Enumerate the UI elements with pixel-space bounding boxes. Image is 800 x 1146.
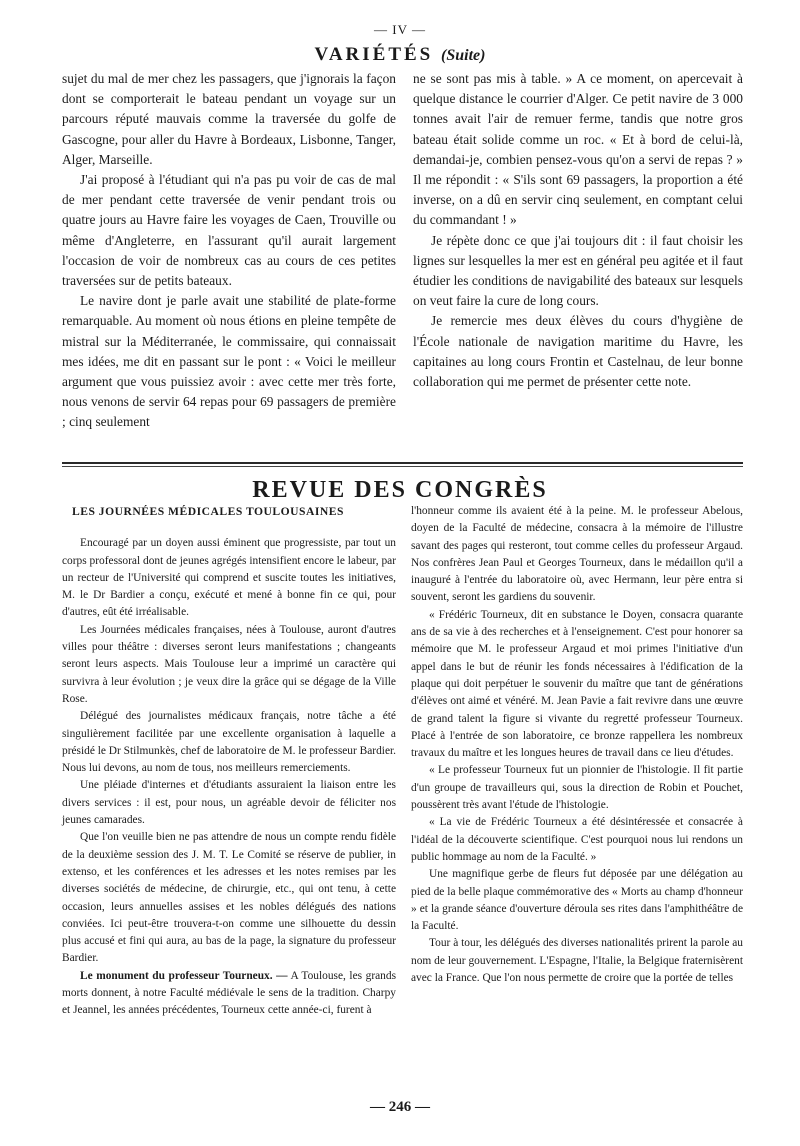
paragraph: Je remercie mes deux élèves du cours d'hygiène de l'École nationale de navigation maritime du Havre, les capitaines au long cours Frontin et Castelnau, de leur bonne collaboration qui me permet de présenter cette note. bbox=[413, 313, 743, 390]
paragraph: Le navire dont je parle avait une stabilité de plate-forme remarquable. Au moment où nous étions en pleine tempête de mistral sur la Méditerranée, le commissaire, qui connaissait mes idées, me dit en passant sur le pont : « Voici le meilleur argument que vous puissiez avoir : avec cette mer très forte, nous venons de servir 64 repas pour 69 passagers de première ; cinq seulement bbox=[62, 293, 396, 430]
paragraph: Une magnifique gerbe de fleurs fut déposée par une délégation au pied de la belle plaque commémorative des « Morts au champ d'honneur » et la grande séance d'ouverture déroula ses rites dans l'amphithéâtre de la Faculté. bbox=[411, 868, 743, 933]
varietes-right-column bbox=[413, 69, 743, 392]
paragraph-monument bbox=[62, 968, 396, 1020]
paragraph: sujet du mal de mer chez les passagers, que j'ignorais la façon dont se comporterait le bateau pendant un voyage sur un parcours réputé mauvais comme la traversée du golfe de Gascogne, pour aller du Havre à Bordeaux, Lisbonne, Tanger, Alger, Marseille. bbox=[62, 71, 396, 167]
paragraph: Les Journées médicales françaises, nées à Toulouse, auront d'autres villes pour théâtre : diverses seront leurs manifestations ; changeants seront leurs aspects. Mais Toulouse leur a imprimé un caractère qui survivra à leur évolution ; je veux dire la grâce qui se dégage de la Ville Rose. bbox=[62, 623, 396, 705]
section-divider-thin bbox=[62, 466, 743, 467]
paragraph: Tour à tour, les délégués des diverses nationalités prirent la parole au nom de leur gouvernement. L'Espagne, l'Italie, la Belgique fraternisèrent avec la France. Que l'on nous permette de croire que la portée de telles bbox=[411, 937, 743, 985]
paragraph: J'ai proposé à l'étudiant qui n'a pas pu voir de cas de mal de mer pendant cette traversée de venir pendant trois ou quatre jours au Havre faire les voyages de Caen, Trouville ou même d'Angleterre, en l'assurant qu'il aurait largement l'occasion de voir de nombreux cas au cours de ces petites traversées sur de petits bateaux. bbox=[62, 172, 396, 289]
paragraph: « Frédéric Tourneux, dit en substance le Doyen, consacra quarante ans de sa vie à des recherches et à l'enseignement. C'est pour honorer sa mémoire que M. le professeur Argaud et moi primes l'initiative d'un appel dans le but de réunir les fonds nécessaires à l'édification de la plaque qui doit perpétuer le souvenir du maître que tant de générations d'élèves ont aimé et vénéré. M. Jean Pavie a fait revivre dans une œuvre de grand talent la figure si vivante du regretté professeur Tourneux. Placé à l'entrée de son laboratoire, ce bronze rappellera les nombreux travaux du maître et les longues heures de travail dans ce lieu d'études. bbox=[411, 608, 743, 760]
section-divider bbox=[62, 462, 743, 464]
paragraph: « La vie de Frédéric Tourneux a été désintéressée et consacrée à l'idéal de la découverte scientifique. C'est pourquoi nous lui rendons un public hommage au nom de la Faculté. » bbox=[411, 816, 743, 863]
article-subheading: LES JOURNÉES MÉDICALES TOULOUSAINES bbox=[72, 505, 344, 518]
congres-right-column bbox=[411, 503, 743, 987]
section-heading bbox=[0, 44, 800, 66]
paragraph: Une pléiade d'internes et d'étudiants assuraient la liaison entre les divers services : il est, pour nous, un agréable devoir de féliciter nos jeunes camarades. bbox=[62, 779, 396, 827]
paragraph: l'honneur comme ils avaient été à la peine. M. le professeur Abelous, doyen de la Faculté de médecine, consacra à la mémoire de l'illustre savant des pages qui resteront, tout comme celles du professeur Argaud. Nos confrères Jean Paul et Georges Tourneux, dans le médaillon qu'il a inauguré à l'entrée du laboratoire où, avec Hermann, leur père entra si souvent, seront les gardiens du souvenir. bbox=[411, 505, 743, 604]
varietes-left-column bbox=[62, 69, 396, 433]
section-title: VARIÉTÉS bbox=[314, 44, 434, 65]
page-number: — 246 — bbox=[370, 1099, 430, 1115]
congres-left-column bbox=[62, 503, 396, 1020]
paragraph: « Le professeur Tourneux fut un pionnier de l'histologie. Il fit partie d'un groupe de travailleurs qui, sous la direction de Robin et Pouchet, poussèrent très avant l'étude de l'histologie. bbox=[411, 764, 743, 812]
page-folio: — IV — bbox=[374, 22, 426, 37]
article-title: REVUE DES CONGRÈS bbox=[252, 477, 548, 503]
section-suffix: (Suite) bbox=[441, 47, 486, 64]
paragraph: Délégué des journalistes médicaux français, notre tâche a été singulièrement facilitée par une excellente organisation à laquelle a présidé le Dr Stilmunkès, chef de laboratoire de M. le professeur Bardier. Nous lui devons, au nom de tous, nos meilleurs remerciements. bbox=[62, 710, 397, 775]
paragraph: Je répète donc ce que j'ai toujours dit : il faut choisir les lignes sur lesquelles la mer est en général peu agitée et il faut étudier les conditions de navigabilité des bateaux sur lesquels on veut faire la cure de long cours. bbox=[413, 232, 743, 309]
paragraph: Que l'on veuille bien ne pas attendre de nous un compte rendu fidèle de la deuxième session des J. M. T. Le Comité se réserve de publier, in extenso, et les conférences et les adresses et les notes remises par les diverses sociétés de médecine, de chirurgie, etc., qui ont tenu, à cette occasion, leurs annuelles assises et les nobles délégués des nations conviées. Ici peut-être trouvera-t-on comme une silhouette du dessin plus accusé et fini qui aura, au bas de la page, la signature du professeur Bardier. bbox=[62, 831, 396, 965]
paragraph: ne se sont pas mis à table. » A ce moment, on apercevait à quelque distance le courrier d'Alger. Ce petit navire de 3 000 tonnes avait l'air de remuer ferme, tandis que notre gros bateau était solide comme un roc. « Et à bord de celui-là, demandai-je, combien pensez-vous qu'on a servi de repas ? » Il me répondit : « S'ils sont 69 passagers, la proportion a été inverse, on a dû en servir cinq seulement, en comptant celui du commandant ! » bbox=[413, 71, 743, 228]
monument-runin-heading: Le monument du professeur Tourneux. — bbox=[80, 969, 288, 982]
paragraph: Encouragé par un doyen aussi éminent que progressiste, par tout un corps professoral dont de jeunes agrégés intensifient encore le labeur, par un recteur de l'Université qui comprend et suscite toutes les initiatives, M. le Dr Bardier a conçu, exécuté et mené à bonne fin ce qui, pour d'autres, eût été irréalisable. bbox=[62, 537, 396, 619]
monument-text: A Toulouse, les grands morts donnent, à notre Faculté médiévale le sens de la tradition. Charpy et Jeannel, les années précédentes, Tourneux cette année-ci, furent à bbox=[62, 969, 397, 1017]
